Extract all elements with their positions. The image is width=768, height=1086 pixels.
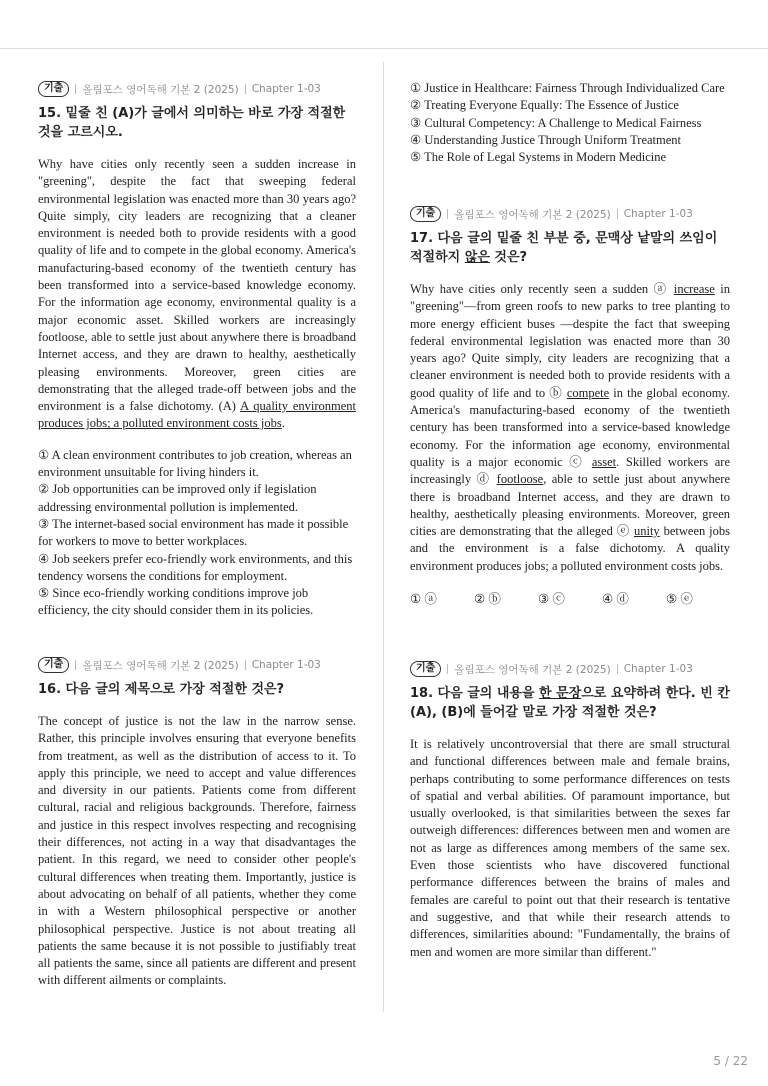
question-title: 15. 밑줄 친 (A)가 글에서 의미하는 바로 가장 적절한 것을 고르시오. (38, 106, 346, 140)
source-line (38, 80, 356, 98)
option-5[interactable]: ⑤ ⓔ (666, 592, 693, 607)
underlined-word-a: increase (673, 282, 715, 296)
passage-end: . (281, 416, 285, 431)
option-5[interactable]: ⑤ The Role of Legal Systems in Modern Medicine (410, 150, 667, 165)
title-text-end: 으로 요약하려 한다. 빈 칸 (A), (B)에 들어갈 말로 가장 적절한 것은? (410, 686, 730, 720)
question-18 (410, 660, 730, 961)
passage-part: between jobs and the environment is a false dichotomy. A quality environment produces jobs; a polluted environment costs jobs. (410, 524, 731, 573)
passage: It is relatively uncontroversial that there are small structural and functional differences between male and female brains, perhaps contributing to some performance differences on tests of spatial and verbal abilities. Of paramount importance, but usually overlooked, is that similarities between the sexes far outweigh differences: differences between men and women are not as large as differences among members of the same sex. Even those scientists who have discovered functional performance differences between the brains of males and females are careful to point out that their research is tentative and suggestive, and that while their research attends to differences, similarities abound: "Fundamentally, the brains of men and women are more similar than different." (410, 737, 730, 959)
past-exam-badge: 기출 (38, 81, 69, 97)
chapter-text: Chapter 1-03 (623, 208, 693, 220)
question-16 (38, 656, 356, 990)
option-3[interactable]: ③ Cultural Competency: A Challenge to Medical Fairness (410, 115, 702, 130)
option-4[interactable]: ④ Understanding Justice Through Uniform Treatment (410, 132, 682, 147)
passage-part: . Skilled workers are increasingly ⓓ (410, 454, 730, 487)
question-16-options (410, 80, 730, 166)
top-rule (0, 48, 768, 49)
title-text: 17. 다음 글의 밑줄 친 부분 중, 문맥상 낱말의 쓰임이 적절하지 (410, 231, 718, 265)
title-underlined: 한 문장 (539, 686, 582, 701)
option-4[interactable]: ④ Job seekers prefer eco-friendly work environments, and this tendency worsens the conditions for employment. (38, 551, 353, 583)
source-text: 올림포스 영어독해 기본 2 (2025) (82, 659, 239, 672)
question-title (410, 229, 730, 267)
option-2[interactable]: ② Job opportunities can be improved only if legislation addressing environmental pollution is implemented. (38, 482, 317, 514)
option-1[interactable]: ① Justice in Healthcare: Fairness Through Individualized Care (410, 81, 725, 95)
passage: The concept of justice is not the law in the narrow sense. Rather, this principle involves ensuring that everyone benefits from treatment, as well as the distribution of access to it. To apply this principle, we need to accept and value differences and diversity in our patients. Patients come from different cultural, racial and religious backgrounds. Therefore, fairness and justice in this respect involves respecting and recognising their differences, not acting in a way that disadvantages the patient. In this regard, we need to consider other people's cultural differences when treating them. Importantly, justice is about advocating on behalf of all patients, whether they come in with a Western philosophical perspective or another philosophical perspective. Justice is not about treating all patients the same because it is not possible to justifiably treat all patients the same, since all patients are different and present with different ailments or complaints. (38, 714, 356, 988)
source-line (410, 660, 730, 678)
underlined-word-e: unity (633, 524, 660, 539)
option-2[interactable]: ② Treating Everyone Equally: The Essence of Justice (410, 98, 679, 113)
separator (447, 664, 448, 674)
source-text: 올림포스 영어독해 기본 2 (2025) (454, 208, 611, 221)
separator (447, 209, 448, 219)
question-title (410, 684, 730, 722)
chapter-text: Chapter 1-03 (251, 83, 321, 95)
column-divider (383, 62, 384, 1012)
underlined-word-d: footloose (496, 472, 544, 487)
option-1[interactable]: ① ⓐ (410, 592, 437, 607)
question-17 (410, 205, 730, 607)
underlined-word-c: asset (591, 454, 617, 469)
answer-options (38, 447, 356, 620)
option-2[interactable]: ② ⓑ (474, 592, 501, 607)
passage-part: in the global economy. America's manufacturing-based economy of the twentieth century has been transformed into a service-based knowledge economy. For the information age economy, environmental quality is a major economic ⓒ (410, 385, 730, 469)
source-line (410, 205, 730, 223)
source-text: 올림포스 영어독해 기본 2 (2025) (454, 663, 611, 676)
passage-part: Why have cities only recently seen a sudden ⓐ (410, 282, 674, 296)
option-3[interactable]: ③ The internet-based social environment has made it possible for workers to move to better workplaces. (38, 516, 349, 549)
separator (75, 660, 76, 670)
separator (245, 84, 246, 94)
page-number: 5 / 22 (713, 1054, 748, 1068)
past-exam-badge: 기출 (410, 206, 441, 222)
answer-options (410, 80, 730, 166)
title-underlined: 않은 (464, 250, 490, 265)
option-3[interactable]: ③ ⓒ (538, 592, 565, 607)
separator (617, 664, 618, 674)
passage-text: Why have cities only recently seen a sudden increase in "greening", despite the fact that sweeping federal environmental legislation was enacted more than 30 years ago? Quite simply, city leaders are recognizing that a cleaner environment is needed both to provide residents with a good quality of life and to compete in the global economy. America's manufacturing-based economy of the twentieth century has been transformed into a service-based knowledge economy. For the information age economy, environmental quality is a major economic asset. Skilled workers are increasingly footloose, able to settle just about anywhere there is broadband Internet access, and they are drawn to healthy, aesthetically pleasing environments. Moreover, green cities are demonstrating that the alleged trade-off between jobs and the environment is a false dichotomy. (A) (38, 157, 356, 414)
past-exam-badge: 기출 (38, 657, 69, 673)
source-text: 올림포스 영어독해 기본 2 (2025) (82, 83, 239, 96)
option-4[interactable]: ④ ⓓ (602, 592, 629, 607)
option-1[interactable]: ① A clean environment contributes to job creation, whereas an environment unsuitable for living hinders it. (38, 447, 352, 480)
passage (38, 156, 356, 433)
question-15 (38, 80, 356, 620)
passage-part: in "greening"—from green roofs to new parks to tree planting to more energy efficient buses —despite the fact that sweeping federal environmental legislation was enacted more than 30 years ago? Quite simply, city leaders are recognizing that a cleaner environment is needed both to provide residents with a good quality of life and to ⓑ (410, 282, 730, 400)
chapter-text: Chapter 1-03 (251, 659, 321, 671)
underlined-word-b: compete (566, 385, 610, 400)
separator (617, 209, 618, 219)
source-line (38, 656, 356, 674)
question-title: 16. 다음 글의 제목으로 가장 적절한 것은? (38, 682, 285, 697)
passage (410, 281, 730, 575)
title-text-end: 것은? (489, 250, 528, 265)
separator (245, 660, 246, 670)
title-text: 18. 다음 글의 내용을 (410, 686, 540, 701)
answer-options (410, 589, 730, 607)
separator (75, 84, 76, 94)
underlined-phrase-a: A quality environment produces jobs; a polluted environment costs jobs (38, 399, 357, 431)
past-exam-badge: 기출 (410, 661, 441, 677)
option-5[interactable]: ⑤ Since eco-friendly working conditions improve job efficiency, the city should consider them in its policies. (38, 586, 314, 618)
chapter-text: Chapter 1-03 (623, 663, 693, 675)
passage-part: , able to settle just about anywhere there is broadband Internet access, and they are drawn to healthy, aesthetically pleasing environments. Moreover, green cities are demonstrating that the alleged ⓔ (410, 472, 731, 539)
